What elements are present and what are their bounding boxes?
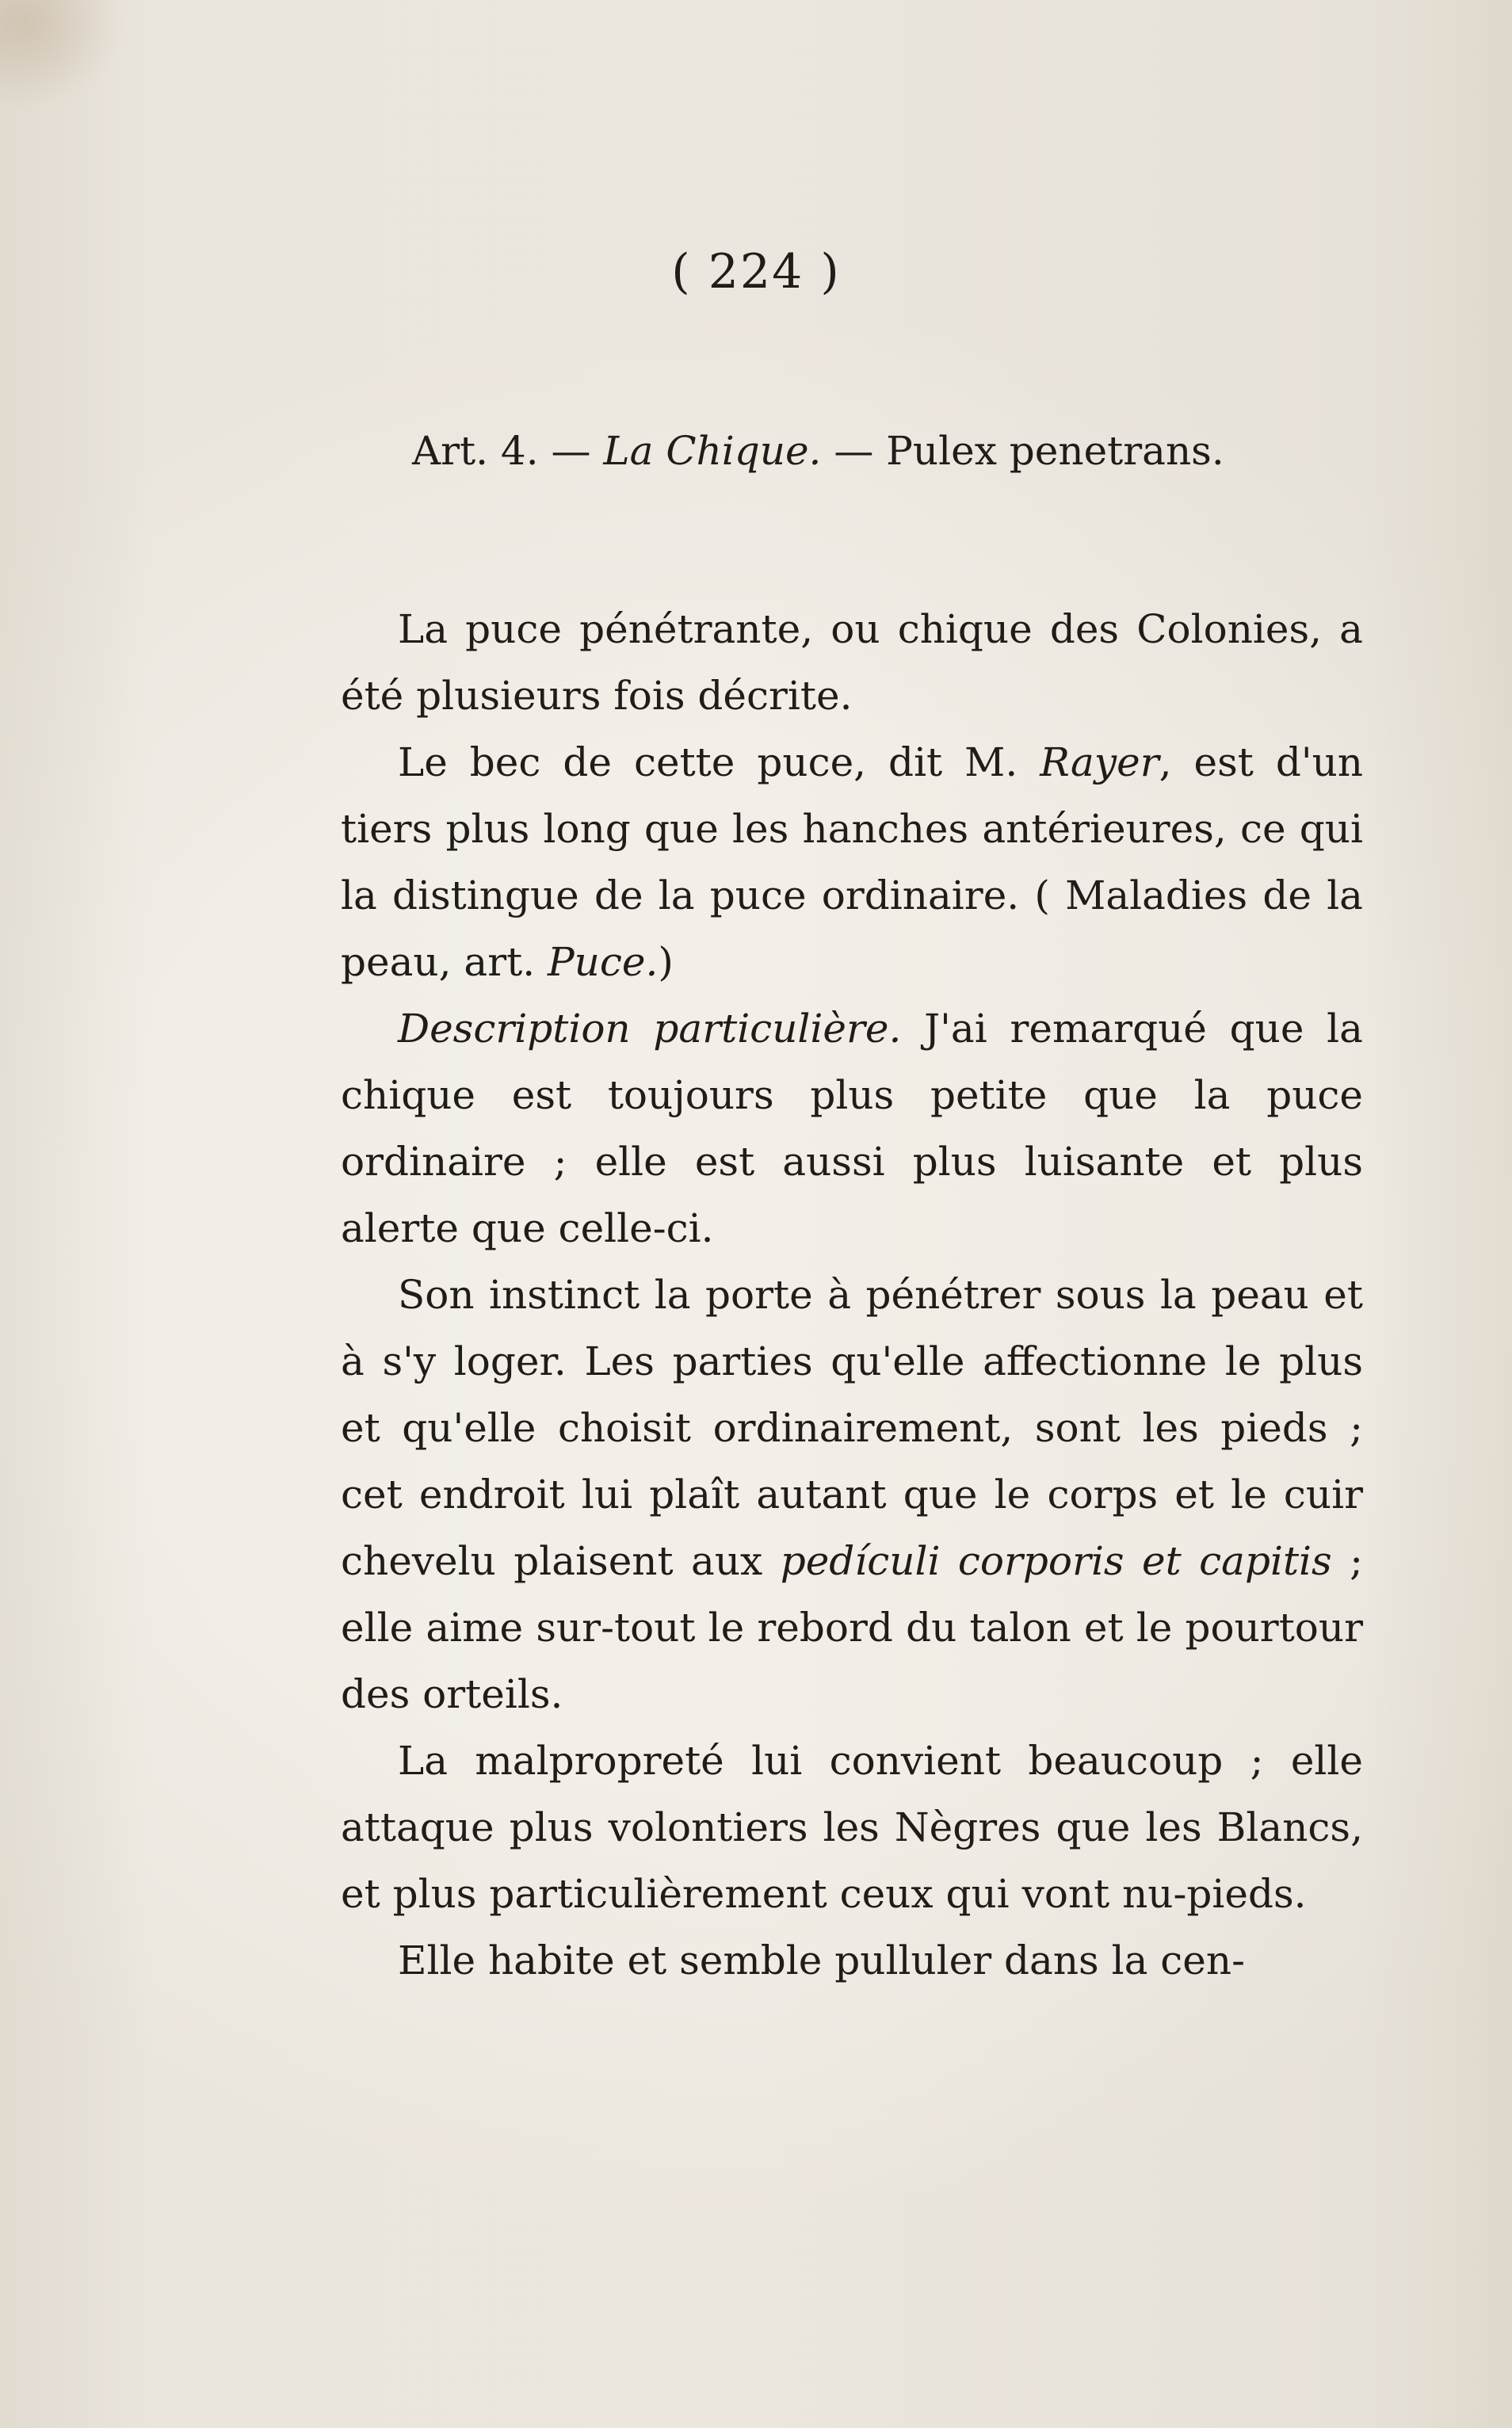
- italic-text: Puce.: [548, 939, 659, 985]
- italic-text: Rayer: [1040, 739, 1159, 785]
- article-label: Art. 4. —: [412, 428, 591, 474]
- article-subtitle: — Pulex penetrans.: [834, 428, 1224, 474]
- paragraph: [341, 1927, 1363, 1994]
- article-title: La Chique.: [603, 428, 822, 474]
- text-run: , est d'un tiers plus long que les hanches antérieures, ce qui la distingue de la puce ordinaire. ( Maladies de la peau, art.: [341, 739, 1363, 985]
- text-run: Le bec de cette puce, dit M.: [398, 739, 1040, 785]
- paper-stain: [0, 0, 127, 111]
- text-run: La malpropreté lui convient beaucoup ; elle attaque plus volontiers les Nègres que les Blancs, et plus particulièrement ceux qui vont nu-pieds.: [341, 1738, 1363, 1917]
- paragraph: [341, 596, 1363, 729]
- paragraph: [341, 1262, 1363, 1727]
- body-text: [341, 596, 1363, 1994]
- paragraph: [341, 995, 1363, 1262]
- article-heading: [412, 428, 1363, 474]
- paragraph: [341, 1727, 1363, 1927]
- text-run: Elle habite et semble pulluler dans la cen-: [398, 1937, 1245, 1983]
- paragraph: [341, 729, 1363, 995]
- text-run: La puce pénétrante, ou chique des Colonies, a été plusieurs fois décrite.: [341, 606, 1363, 719]
- page-number: ( 224 ): [671, 244, 841, 300]
- italic-text: Description particulière.: [398, 1006, 902, 1052]
- text-run: Son instinct la porte à pénétrer sous la peau et à s'y loger. Les parties qu'elle affectionne le plus et qu'elle choisit ordinairement, sont les pieds ; cet endroit lui plaît autant que le corps et le cuir chevelu plaisent aux: [341, 1272, 1363, 1584]
- italic-text: pedículi corporis et capitis: [780, 1538, 1332, 1584]
- text-run: ): [658, 939, 674, 985]
- text-run: ; elle aime sur-tout le rebord du talon et le pourtour des orteils.: [341, 1538, 1364, 1717]
- text-run: J'ai remarqué que la chique est toujours plus petite que la puce ordinaire ; elle est aussi plus luisante et plus alerte que celle-ci.: [341, 1006, 1363, 1251]
